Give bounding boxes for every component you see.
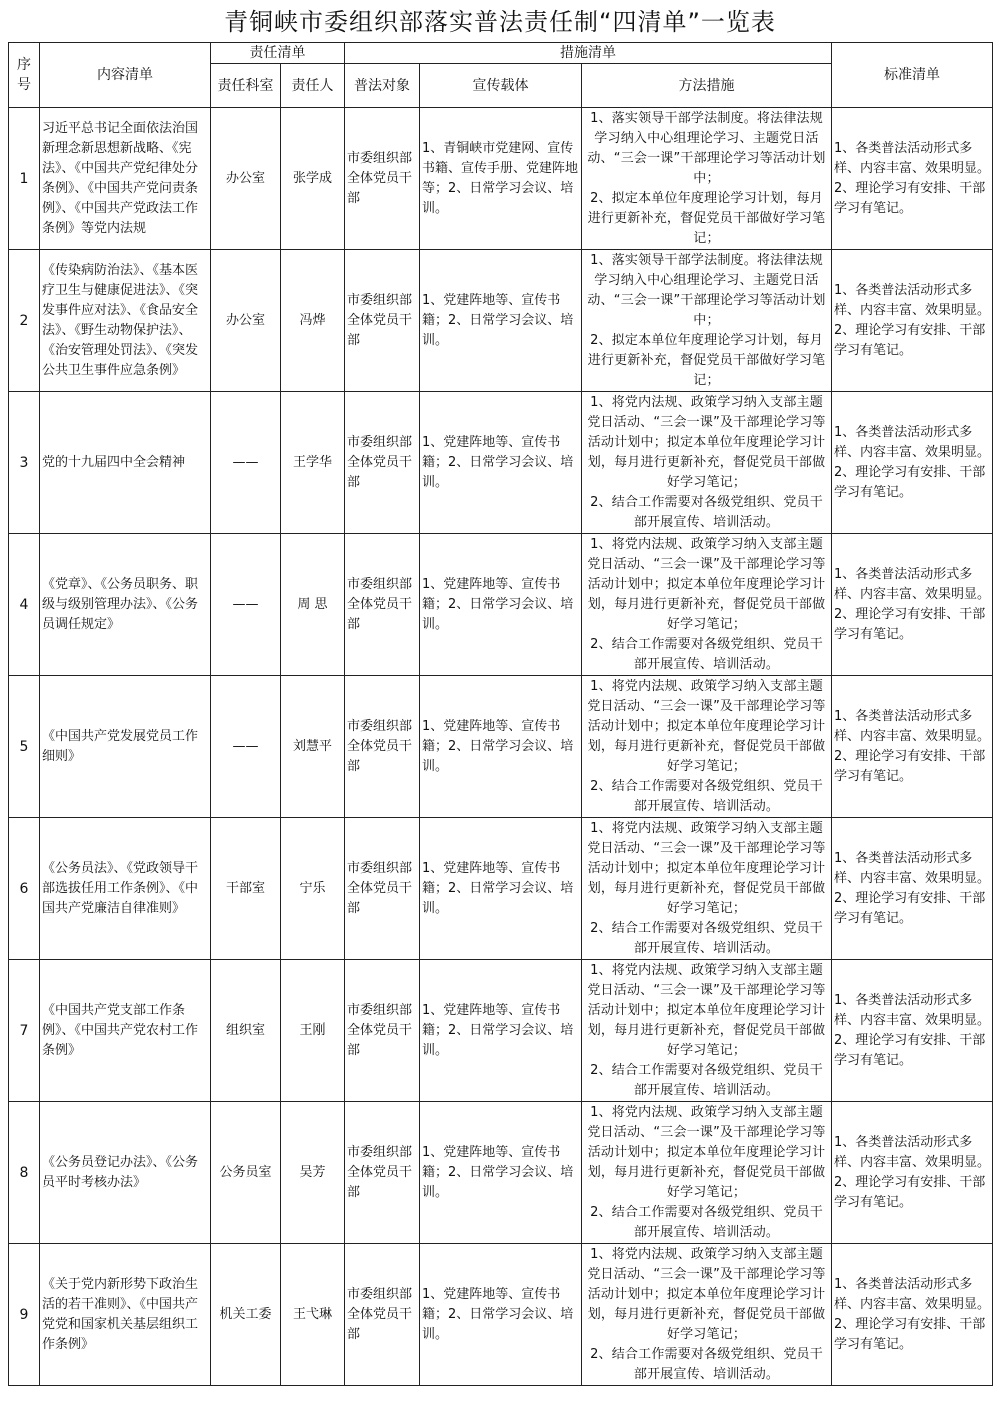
- person-cell: 宁乐: [281, 818, 345, 960]
- method-cell: 1、将党内法规、政策学习纳入支部主题党日活动、“三会一课”及干部理论学习等活动计划中；拟定本单位年度理论学习计划，每月进行更新补充，督促党员干部做好学习笔记； 2、结合工作需要对各级党组织、党员干部开展宣传、培训活动。: [582, 1244, 832, 1386]
- standard-cell: 1、各类普法活动形式多样、内容丰富、效果明显。 2、理论学习有安排、干部学习有笔记。: [832, 108, 993, 250]
- table-row: [9, 818, 993, 960]
- standard-cell: 1、各类普法活动形式多样、内容丰富、效果明显。 2、理论学习有安排、干部学习有笔记。: [832, 1244, 993, 1386]
- standard-cell: 1、各类普法活动形式多样、内容丰富、效果明显。 2、理论学习有安排、干部学习有笔记。: [832, 676, 993, 818]
- carrier-cell: 1、党建阵地等、宣传书籍；2、日常学习会议、培训。: [420, 392, 582, 534]
- method-cell: 1、将党内法规、政策学习纳入支部主题党日活动、“三会一课”及干部理论学习等活动计划中；拟定本单位年度理论学习计划，每月进行更新补充，督促党员干部做好学习笔记； 2、结合工作需要对各级党组织、党员干部开展宣传、培训活动。: [582, 1102, 832, 1244]
- standard-cell: 1、各类普法活动形式多样、内容丰富、效果明显。 2、理论学习有安排、干部学习有笔记。: [832, 392, 993, 534]
- table-row: [9, 1244, 993, 1386]
- target-cell: 市委组织部全体党员干部: [345, 960, 420, 1102]
- carrier-cell: 1、党建阵地等、宣传书籍；2、日常学习会议、培训。: [420, 960, 582, 1102]
- target-cell: 市委组织部全体党员干部: [345, 1244, 420, 1386]
- table-row: [9, 250, 993, 392]
- method-cell: 1、落实领导干部学法制度。将法律法规学习纳入中心组理论学习、主题党日活动、“三会一课”干部理论学习等活动计划中； 2、拟定本单位年度理论学习计划，每月进行更新补充，督促党员干部做好学习笔记；: [582, 108, 832, 250]
- content-cell: 《公务员法》、《党政领导干部选拔任用工作条例》、《中国共产党廉洁自律准则》: [40, 818, 211, 960]
- content-cell: 党的十九届四中全会精神: [40, 392, 211, 534]
- person-cell: 周 思: [281, 534, 345, 676]
- table-row: [9, 108, 993, 250]
- person-cell: 王刚: [281, 960, 345, 1102]
- content-cell: 《传染病防治法》、《基本医疗卫生与健康促进法》、《突发事件应对法》、《食品安全法》、《野生动物保护法》、《治安管理处罚法》、《突发公共卫生事件应急条例》: [40, 250, 211, 392]
- department-cell: 机关工委: [211, 1244, 281, 1386]
- seq-cell: 9: [9, 1244, 40, 1386]
- standard-cell: 1、各类普法活动形式多样、内容丰富、效果明显。 2、理论学习有安排、干部学习有笔记。: [832, 534, 993, 676]
- method-cell: 1、将党内法规、政策学习纳入支部主题党日活动、“三会一课”及干部理论学习等活动计划中；拟定本单位年度理论学习计划，每月进行更新补充，督促党员干部做好学习笔记； 2、结合工作需要对各级党组织、党员干部开展宣传、培训活动。: [582, 676, 832, 818]
- method-cell: 1、将党内法规、政策学习纳入支部主题党日活动、“三会一课”及干部理论学习等活动计划中；拟定本单位年度理论学习计划，每月进行更新补充，督促党员干部做好学习笔记； 2、结合工作需要对各级党组织、党员干部开展宣传、培训活动。: [582, 534, 832, 676]
- content-cell: 《党章》、《公务员职务、职级与级别管理办法》、《公务员调任规定》: [40, 534, 211, 676]
- department-cell: 组织室: [211, 960, 281, 1102]
- department-cell: 公务员室: [211, 1102, 281, 1244]
- target-cell: 市委组织部全体党员干部: [345, 250, 420, 392]
- department-cell: 办公室: [211, 250, 281, 392]
- table-row: [9, 1102, 993, 1244]
- content-cell: 习近平总书记全面依法治国新理念新思想新战略、《宪法》、《中国共产党纪律处分条例》、《中国共产党问责条例》、《中国共产党政法工作条例》等党内法规: [40, 108, 211, 250]
- table-row: [9, 676, 993, 818]
- person-cell: 刘慧平: [281, 676, 345, 818]
- content-cell: 《关于党内新形势下政治生活的若干准则》、《中国共产党党和国家机关基层组织工作条例》: [40, 1244, 211, 1386]
- standard-cell: 1、各类普法活动形式多样、内容丰富、效果明显。 2、理论学习有安排、干部学习有笔记。: [832, 818, 993, 960]
- standard-cell: 1、各类普法活动形式多样、内容丰富、效果明显。 2、理论学习有安排、干部学习有笔记。: [832, 1102, 993, 1244]
- department-cell: 办公室: [211, 108, 281, 250]
- department-cell: 干部室: [211, 818, 281, 960]
- header-department: 责任科室: [211, 64, 281, 108]
- standard-cell: 1、各类普法活动形式多样、内容丰富、效果明显。 2、理论学习有安排、干部学习有笔记。: [832, 250, 993, 392]
- header-content: 内容清单: [40, 43, 211, 108]
- carrier-cell: 1、党建阵地等、宣传书籍；2、日常学习会议、培训。: [420, 676, 582, 818]
- table-row: [9, 392, 993, 534]
- standard-cell: 1、各类普法活动形式多样、内容丰富、效果明显。 2、理论学习有安排、干部学习有笔记。: [832, 960, 993, 1102]
- carrier-cell: 1、党建阵地等、宣传书籍；2、日常学习会议、培训。: [420, 1244, 582, 1386]
- department-cell: ——: [211, 676, 281, 818]
- person-cell: 王学华: [281, 392, 345, 534]
- target-cell: 市委组织部全体党员干部: [345, 108, 420, 250]
- method-cell: 1、将党内法规、政策学习纳入支部主题党日活动、“三会一课”及干部理论学习等活动计划中；拟定本单位年度理论学习计划，每月进行更新补充，督促党员干部做好学习笔记； 2、结合工作需要对各级党组织、党员干部开展宣传、培训活动。: [582, 960, 832, 1102]
- carrier-cell: 1、党建阵地等、宣传书籍；2、日常学习会议、培训。: [420, 1102, 582, 1244]
- method-cell: 1、将党内法规、政策学习纳入支部主题党日活动、“三会一课”及干部理论学习等活动计划中；拟定本单位年度理论学习计划，每月进行更新补充，督促党员干部做好学习笔记； 2、结合工作需要对各级党组织、党员干部开展宣传、培训活动。: [582, 818, 832, 960]
- header-responsibility: 责任清单: [211, 43, 345, 64]
- content-cell: 《公务员登记办法》、《公务员平时考核办法》: [40, 1102, 211, 1244]
- method-cell: 1、落实领导干部学法制度。将法律法规学习纳入中心组理论学习、主题党日活动、“三会一课”干部理论学习等活动计划中； 2、拟定本单位年度理论学习计划，每月进行更新补充，督促党员干部做好学习笔记；: [582, 250, 832, 392]
- seq-cell: 8: [9, 1102, 40, 1244]
- carrier-cell: 1、青铜峡市党建网、宣传书籍、宣传手册、党建阵地等；2、日常学习会议、培训。: [420, 108, 582, 250]
- target-cell: 市委组织部全体党员干部: [345, 392, 420, 534]
- seq-cell: 7: [9, 960, 40, 1102]
- carrier-cell: 1、党建阵地等、宣传书籍；2、日常学习会议、培训。: [420, 250, 582, 392]
- person-cell: 张学成: [281, 108, 345, 250]
- table-row: [9, 960, 993, 1102]
- department-cell: ——: [211, 534, 281, 676]
- seq-cell: 1: [9, 108, 40, 250]
- carrier-cell: 1、党建阵地等、宣传书籍；2、日常学习会议、培训。: [420, 818, 582, 960]
- seq-cell: 2: [9, 250, 40, 392]
- seq-cell: 3: [9, 392, 40, 534]
- method-cell: 1、将党内法规、政策学习纳入支部主题党日活动、“三会一课”及干部理论学习等活动计划中；拟定本单位年度理论学习计划，每月进行更新补充，督促党员干部做好学习笔记； 2、结合工作需要对各级党组织、党员干部开展宣传、培训活动。: [582, 392, 832, 534]
- target-cell: 市委组织部全体党员干部: [345, 818, 420, 960]
- page-title: 青铜峡市委组织部落实普法责任制“四清单”一览表: [224, 8, 776, 36]
- header-target: 普法对象: [345, 64, 420, 108]
- target-cell: 市委组织部全体党员干部: [345, 676, 420, 818]
- seq-cell: 4: [9, 534, 40, 676]
- header-person: 责任人: [281, 64, 345, 108]
- target-cell: 市委组织部全体党员干部: [345, 1102, 420, 1244]
- table-body: [9, 108, 993, 1386]
- content-cell: 《中国共产党发展党员工作细则》: [40, 676, 211, 818]
- person-cell: 王弋琳: [281, 1244, 345, 1386]
- header-measures: 措施清单: [345, 43, 832, 64]
- carrier-cell: 1、党建阵地等、宣传书籍；2、日常学习会议、培训。: [420, 534, 582, 676]
- department-cell: ——: [211, 392, 281, 534]
- target-cell: 市委组织部全体党员干部: [345, 534, 420, 676]
- person-cell: 冯烨: [281, 250, 345, 392]
- header-method: 方法措施: [582, 64, 832, 108]
- content-cell: 《中国共产党支部工作条例》、《中国共产党农村工作条例》: [40, 960, 211, 1102]
- table-row: [9, 534, 993, 676]
- header-seq: 序号: [9, 43, 40, 108]
- person-cell: 吴芳: [281, 1102, 345, 1244]
- seq-cell: 5: [9, 676, 40, 818]
- responsibility-table: [8, 42, 993, 1386]
- header-carrier: 宣传载体: [420, 64, 582, 108]
- seq-cell: 6: [9, 818, 40, 960]
- header-standard: 标准清单: [832, 43, 993, 108]
